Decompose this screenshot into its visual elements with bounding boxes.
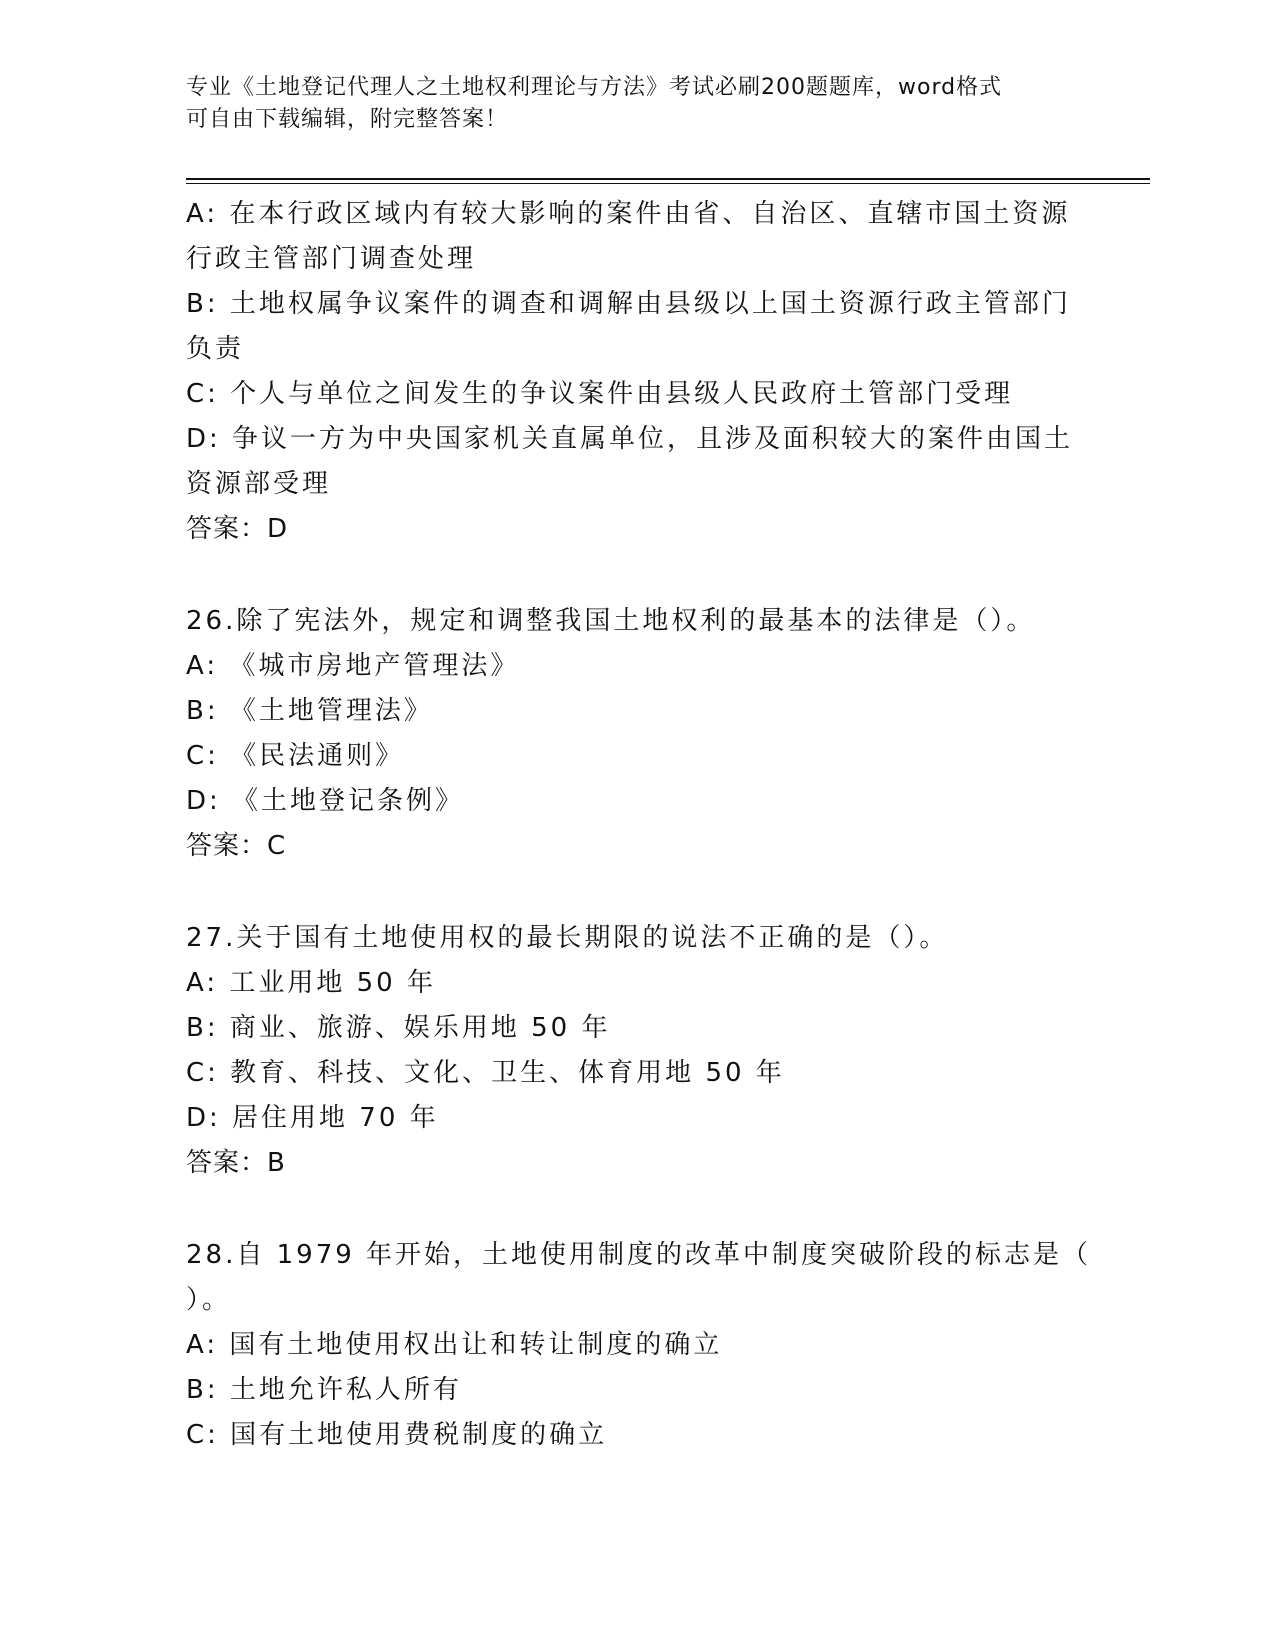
question-content (186, 192, 1092, 1458)
option-c: C: 国有土地使用费税制度的确立 (186, 1420, 608, 1450)
option-a-line-1: A: 在本行政区域内有较大影响的案件由省、自治区、直辖市国土资源 (186, 199, 1071, 229)
option-b: B: 商业、旅游、娱乐用地 50 年 (186, 1013, 611, 1043)
option-b-line-2: 负责 (186, 334, 245, 364)
question-text: 27.关于国有土地使用权的最长期限的说法不正确的是（）。 (186, 923, 949, 953)
question-27 (186, 916, 1066, 1186)
option-a-line-2: 行政主管部门调查处理 (186, 244, 477, 274)
answer-label: 答案：B (186, 1148, 286, 1178)
option-a: A: 工业用地 50 年 (186, 968, 436, 998)
spacer (186, 552, 1066, 599)
header-title-line-1: 专业《土地登记代理人之土地权利理论与方法》考试必刷200题题库，word格式 (186, 75, 1003, 100)
header-divider-thin (186, 183, 1150, 184)
option-d-line-1: D: 争议一方为中央国家机关直属单位，且涉及面积较大的案件由国土 (186, 424, 1074, 454)
answer-label: 答案：D (186, 514, 289, 544)
document-header (186, 72, 1066, 136)
question-text-line-2: ）。 (186, 1285, 232, 1315)
question-text-line-1: 28.自 1979 年开始，土地使用制度的改革中制度突破阶段的标志是（ (186, 1240, 1092, 1270)
option-c: C: 《民法通则》 (186, 741, 405, 771)
option-b-line-1: B: 土地权属争议案件的调查和调解由县级以上国土资源行政主管部门 (186, 289, 1071, 319)
option-a: A: 《城市房地产管理法》 (186, 651, 520, 681)
option-b: B: 《土地管理法》 (186, 696, 433, 726)
option-c-line-1: C: 个人与单位之间发生的争议案件由县级人民政府土管部门受理 (186, 379, 1014, 409)
option-a: A: 国有土地使用权出让和转让制度的确立 (186, 1330, 723, 1360)
question-28 (186, 1233, 1092, 1458)
header-title-line-2: 可自由下载编辑，附完整答案！ (186, 107, 509, 132)
spacer (186, 1186, 1066, 1233)
header-divider-thick (186, 178, 1150, 180)
question-25 (186, 192, 1074, 552)
question-text: 26.除了宪法外，规定和调整我国土地权利的最基本的法律是（）。 (186, 606, 1036, 636)
option-d: D: 居住用地 70 年 (186, 1103, 439, 1133)
question-26 (186, 599, 1066, 869)
option-c: C: 教育、科技、文化、卫生、体育用地 50 年 (186, 1058, 785, 1088)
option-d: D: 《土地登记条例》 (186, 786, 465, 816)
option-b: B: 土地允许私人所有 (186, 1375, 462, 1405)
answer-label: 答案：C (186, 831, 287, 861)
spacer (186, 869, 1066, 916)
option-d-line-2: 资源部受理 (186, 469, 332, 499)
